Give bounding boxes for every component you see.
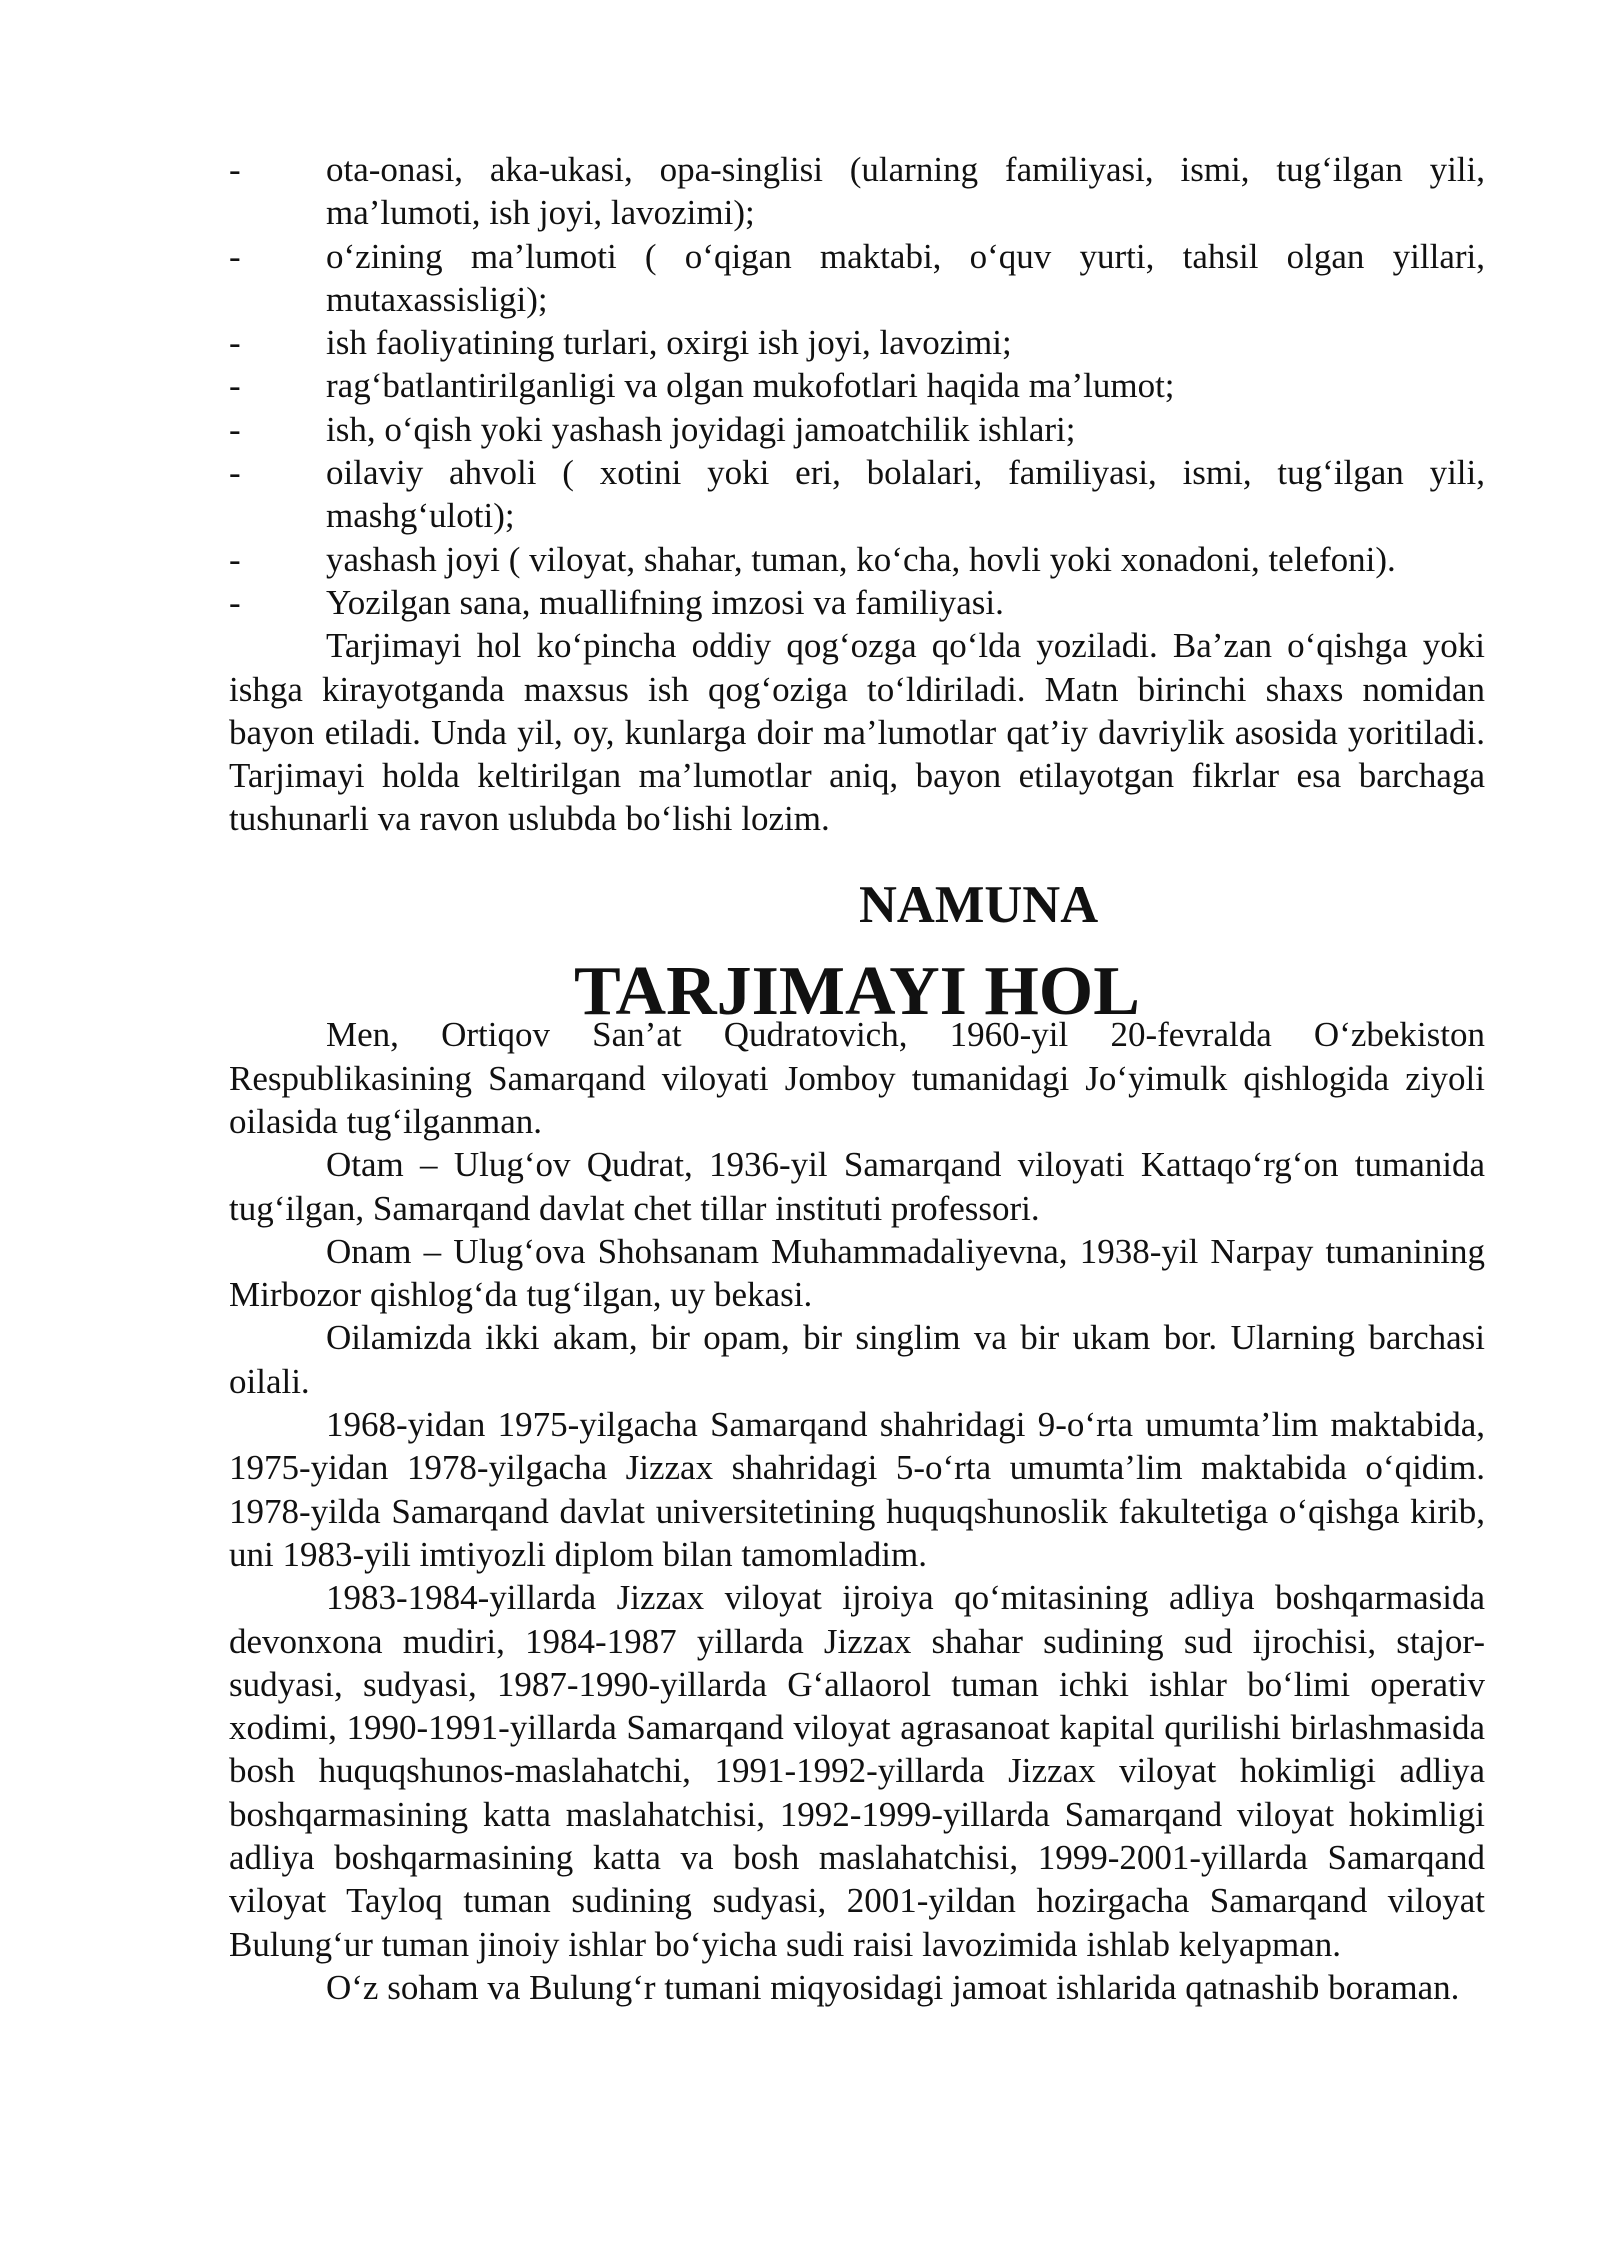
list-item bbox=[229, 581, 1485, 624]
list-marker: - bbox=[229, 453, 241, 493]
list-item bbox=[229, 451, 1485, 538]
sample-title: TARJIMAYI HOL bbox=[574, 953, 1140, 1031]
body-paragraph: Oilamizda ikki akam, bir opam, bir singlim va bir ukam bor. Ularning barchasi oilali. bbox=[229, 1318, 1485, 1401]
sample-label: NAMUNA bbox=[859, 875, 1099, 934]
list-item-text: ish faoliyatining turlari, oxirgi ish joyi, lavozimi; bbox=[326, 323, 1012, 363]
list-marker: - bbox=[229, 409, 241, 449]
list-marker: - bbox=[229, 236, 241, 276]
list-marker: - bbox=[229, 150, 241, 189]
list-item bbox=[229, 538, 1485, 581]
list-item bbox=[229, 235, 1485, 322]
list-item-text: ish, o‘qish yoki yashash joyidagi jamoatchilik ishlari; bbox=[326, 409, 1076, 449]
body-paragraph: 1968-yidan 1975-yilgacha Samarqand shahridagi 9-o‘rta umumta’lim maktabida, 1975-yidan 1978-yilgacha Jizzax shahridagi 5-o‘rta umumta’lim maktabida o‘qidim. 1978-yilda Samarqand davlat universitetining huquqshunoslik fakultetiga o‘qishga kirib, uni 1983-yili imtiyozli diplom bilan tamomladim. bbox=[229, 1405, 1485, 1574]
document-page bbox=[229, 148, 1485, 2009]
list-marker: - bbox=[229, 582, 241, 622]
body-paragraph: Men, Ortiqov San’at Qudratovich, 1960-yil 20-fevralda O‘zbekiston Respublikasining Samarqand viloyati Jomboy tumanidagi Jo‘yimulk qishlogida ziyoli oilasida tug‘ilganman. bbox=[229, 1015, 1485, 1141]
list-item-text: yashash joyi ( viloyat, shahar, tuman, ko‘cha, hovli yoki xonadoni, telefoni). bbox=[326, 539, 1396, 579]
list-item-text: rag‘batlantirilganligi va olgan mukofotlari haqida ma’lumot; bbox=[326, 366, 1175, 406]
body-paragraph: 1983-1984-yillarda Jizzax viloyat ijroiya qo‘mitasining adliya boshqarmasida devonxona mudiri, 1984-1987 yillarda Jizzax shahar sudining sud ijrochisi, stajor-sudyasi, sudyasi, 1987-1990-yillarda G‘allaorol tuman ichki ishlar bo‘limi operativ xodimi, 1990-1991-yillarda Samarqand viloyat agrasanoat kapital qurilishi birlashmasida bosh huquqshunos-maslahatchi, 1991-1992-yillarda Jizzax viloyat hokimligi adliya boshqarmasining katta maslahatchisi, 1992-1999-yillarda Samarqand viloyat hokimligi adliya boshqarmasining katta va bosh maslahatchisi, 1999-2001-yillarda Samarqand viloyat Tayloq tuman sudining sudyasi, 2001-yildan hozirgacha Samarqand viloyat Bulung‘ur tuman jinoiy ishlar bo‘yicha sudi raisi lavozimida ishlab kelyapman. bbox=[229, 1578, 1485, 1964]
list-item-text: ota-onasi, aka-ukasi, opa-singlisi (ularning familiyasi, ismi, tug‘ilgan yili, ma’lumoti, ish joyi, lavozimi); bbox=[326, 150, 1485, 233]
list-item bbox=[229, 148, 1485, 235]
list-item bbox=[229, 364, 1485, 407]
intro-paragraph: Tarjimayi hol ko‘pincha oddiy qog‘ozga qo‘lda yoziladi. Ba’zan o‘qishga yoki ishga kirayotganda maxsus ish qog‘oziga to‘ldiriladi. Matn birinchi shaxs nomidan bayon etiladi. Unda yil, oy, kunlarga doir ma’lumotlar qat’iy davriylik asosida yoritiladi. Tarjimayi holda keltirilgan ma’lumotlar aniq, bayon etilayotgan fikrlar esa barchaga tushunarli va ravon uslubda bo‘lishi lozim. bbox=[229, 626, 1485, 839]
list-item bbox=[229, 321, 1485, 364]
list-item bbox=[229, 408, 1485, 451]
list-item-text: Yozilgan sana, muallifning imzosi va familiyasi. bbox=[326, 582, 1004, 622]
list-item-text: oilaviy ahvoli ( xotini yoki eri, bolalari, familiyasi, ismi, tug‘ilgan yili, mashg‘uloti); bbox=[326, 453, 1485, 536]
body-paragraph: Onam – Ulug‘ova Shohsanam Muhammadaliyevna, 1938-yil Narpay tumanining Mirbozor qishlog‘da tug‘ilgan, uy bekasi. bbox=[229, 1231, 1485, 1315]
list-marker: - bbox=[229, 539, 241, 579]
list-item-text: o‘zining ma’lumoti ( o‘qigan maktabi, o‘quv yurti, tahsil olgan yillari, mutaxassisligi); bbox=[326, 236, 1485, 319]
requirements-list bbox=[229, 148, 1485, 624]
body-paragraph: Otam – Ulug‘ov Qudrat, 1936-yil Samarqand viloyati Kattaqo‘rg‘on tumanida tug‘ilgan, Samarqand davlat chet tillar instituti professori. bbox=[229, 1145, 1485, 1228]
list-marker: - bbox=[229, 366, 241, 406]
list-marker: - bbox=[229, 323, 241, 363]
body-paragraph: O‘z soham va Bulung‘r tumani miqyosidagi jamoat ishlarida qatnashib boraman. bbox=[326, 1967, 1460, 2007]
